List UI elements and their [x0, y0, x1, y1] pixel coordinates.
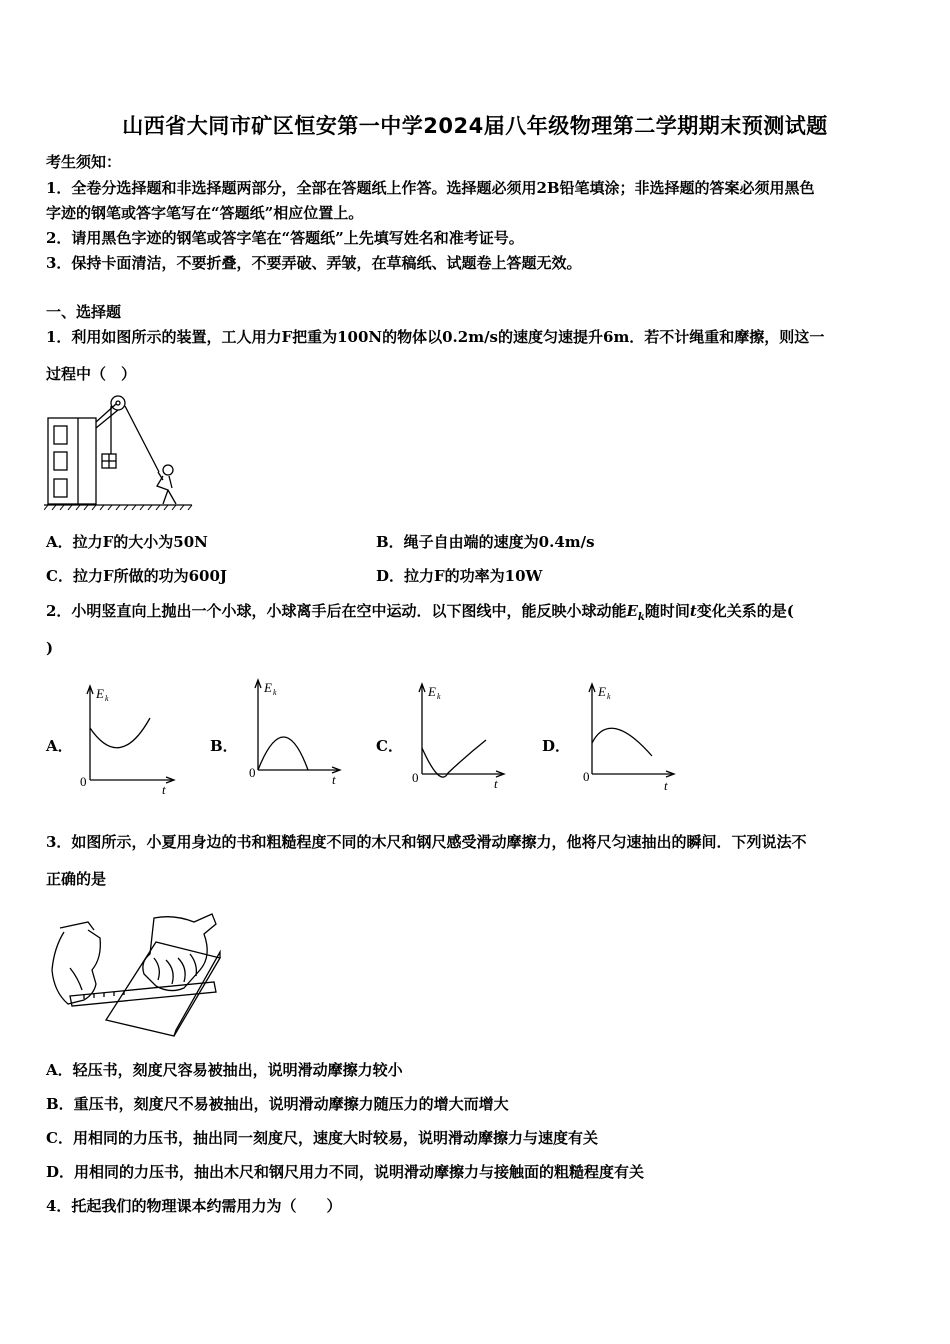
q2-curve-d: [592, 728, 652, 756]
svg-text:t: t: [494, 776, 498, 791]
q1-option-a: A．拉力F的大小为50N: [46, 533, 208, 551]
q2-graph-d-label: D．: [542, 737, 571, 755]
svg-text:0: 0: [412, 770, 419, 785]
q2-graph-d: [580, 678, 680, 793]
q1-option-d: D．拉力F的功率为10W: [376, 567, 543, 585]
notice-item-1-cont: 字迹的钢笔或答字笔写在“答题纸”相应位置上。: [46, 204, 364, 222]
q4-stem: 4．托起我们的物理课本约需用力为（ ）: [46, 1197, 342, 1215]
svg-text:0: 0: [80, 774, 87, 789]
notice-item-3: 3．保持卡面清洁，不要折叠，不要弄破、弄皱，在草稿纸、试题卷上答题无效。: [46, 254, 582, 272]
svg-text:t: t: [332, 772, 336, 787]
q2-curve-a: [90, 718, 150, 748]
q2-stem-cont: ): [46, 639, 54, 657]
svg-text:k: k: [607, 692, 611, 701]
q3-stem: 3．如图所示，小夏用身边的书和粗糙程度不同的木尺和钢尺感受滑动摩擦力，他将尺匀速抽出的瞬间．下列说法不: [46, 833, 807, 851]
building-icon: [48, 418, 96, 504]
q2-graph-a: [78, 680, 178, 795]
q3-option-c: C．用相同的力压书，抽出同一刻度尺，速度大时较易，说明滑动摩擦力与速度有关: [46, 1129, 598, 1147]
q3-option-a: A．轻压书，刻度尺容易被抽出，说明滑动摩擦力较小: [46, 1061, 403, 1079]
svg-text:k: k: [437, 692, 441, 701]
q3-option-d: D．用相同的力压书，抽出木尺和钢尺用力不同，说明滑动摩擦力与接触面的粗糙程度有关: [46, 1163, 645, 1181]
q1-stem-cont: 过程中（ ）: [46, 365, 137, 383]
q2-graph-a-label: A．: [46, 737, 73, 755]
svg-text:E: E: [428, 684, 436, 699]
q3-stem-cont: 正确的是: [46, 870, 107, 888]
q2-graph-b-label: B．: [210, 737, 238, 755]
q1-stem: 1．利用如图所示的装置，工人用力F把重为100N的物体以0.2m/s的速度匀速提升6m．若不计绳重和摩擦，则这一: [46, 328, 825, 346]
svg-text:E: E: [598, 684, 606, 699]
q2-graph-c-label: C．: [376, 737, 403, 755]
q2-graph-c: [410, 678, 510, 793]
q1-pulley-figure: [44, 392, 194, 514]
q3-book-ruler-figure: [44, 908, 234, 1038]
svg-text:t: t: [162, 782, 166, 795]
svg-text:E: E: [264, 680, 272, 695]
svg-text:t: t: [664, 778, 668, 793]
worker-icon: [163, 465, 173, 475]
left-hand-icon: [52, 930, 100, 1004]
q2-curve-c: [422, 740, 486, 777]
q1-option-c: C．拉力F所做的功为600J: [46, 567, 227, 585]
notice-item-1: 1．全卷分选择题和非选择题两部分，全部在答题纸上作答。选择题必须用2B铅笔填涂；非选择题的答案必须用黑色: [46, 179, 815, 197]
page-title: 山西省大同市矿区恒安第一中学2024届八年级物理第二学期期末预测试题: [122, 114, 828, 138]
q1-option-b: B．绳子自由端的速度为0.4m/s: [376, 533, 595, 551]
q2-graph-b: [246, 674, 346, 789]
pulley-icon: [111, 396, 125, 410]
svg-text:k: k: [273, 688, 277, 697]
notice-item-2: 2．请用黑色字迹的钢笔或答字笔在“答题纸”上先填写姓名和准考证号。: [46, 229, 524, 247]
q2-curve-b: [258, 737, 308, 770]
svg-text:0: 0: [249, 765, 256, 780]
svg-text:k: k: [105, 694, 109, 703]
svg-text:0: 0: [583, 769, 590, 784]
q3-option-b: B．重压书，刻度尺不易被抽出，说明滑动摩擦力随压力的增大而增大: [46, 1095, 509, 1113]
svg-text:E: E: [96, 686, 104, 701]
q2-stem: 2．小明竖直向上抛出一个小球，小球离手后在空中运动．以下图线中，能反映小球动能$E_k$随时间t变化关系的是(: [46, 602, 794, 623]
notice-heading: 考生须知：: [46, 153, 122, 171]
section-heading: 一、选择题: [46, 303, 122, 321]
